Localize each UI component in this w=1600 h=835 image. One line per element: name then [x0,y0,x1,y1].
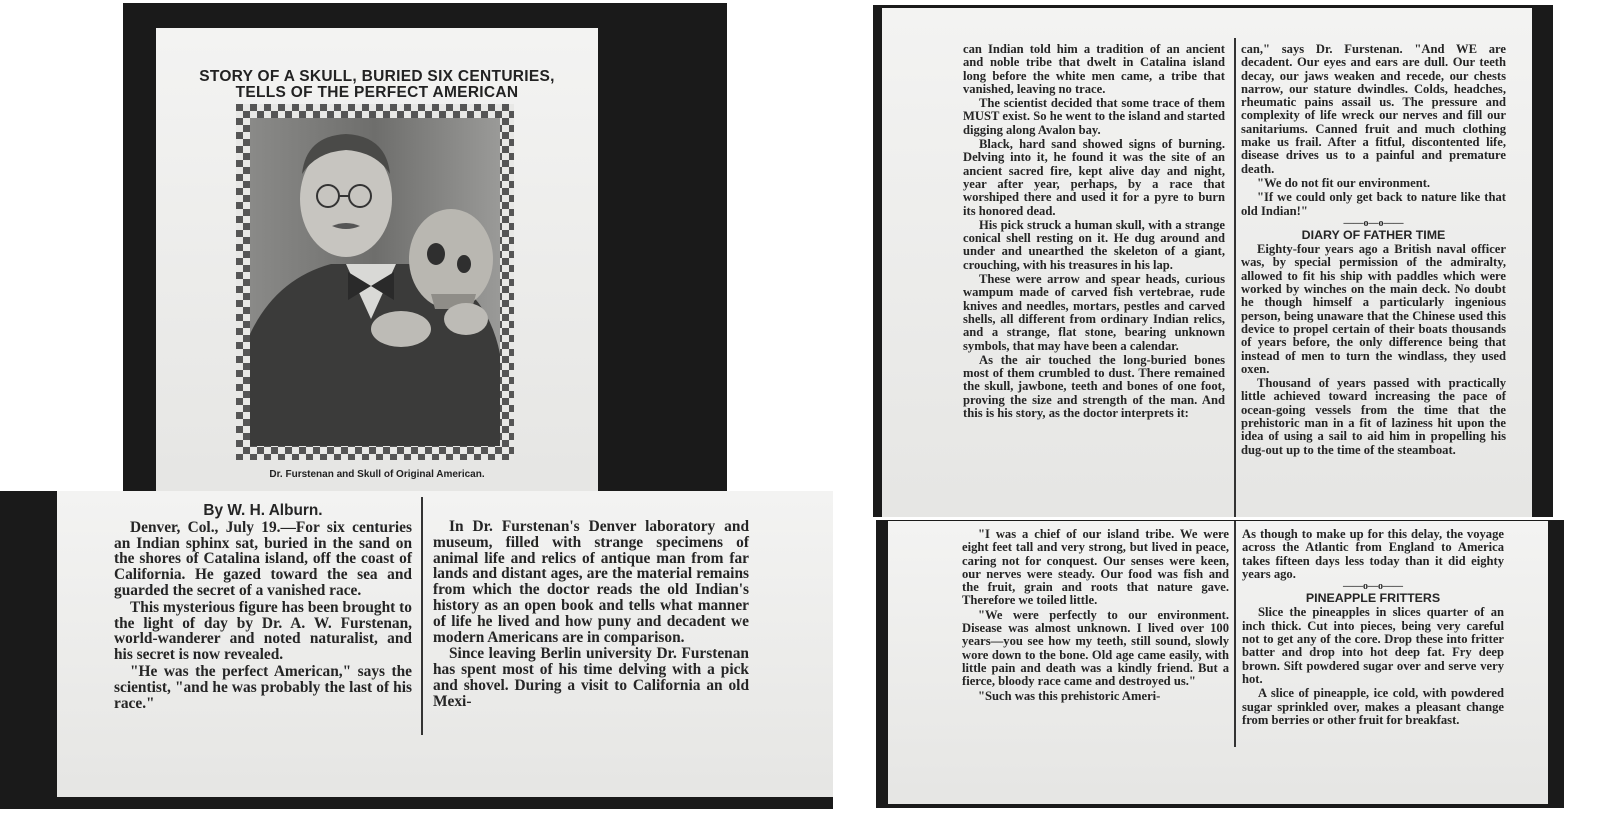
article-column-2 [433,519,749,711]
clipping-right-bottom [888,521,1548,804]
article-column-6 [1242,528,1504,728]
ornament-divider: ——o—o—— [1343,581,1403,593]
column-rule [1234,521,1236,747]
portrait-photo [236,104,514,460]
column4-paragraph: "I was a chief of our island tribe. We were eight feet tall and very strong, but lived in peace, caring not for conquest. Our senses were keen, our nerves were steady. Our food was fish and the fruit, grain and roots that nature gave. Therefore we toiled little. [962,527,1229,608]
column3-paragraph: can Indian told him a tradition of an ancient and noble tribe that dwelt in Catalina island long before the white men came, a tribe that vanished, leaving no trace. [963,42,1225,96]
article-column-3 [963,43,1225,421]
column4-paragraph: "We were perfectly to our environment. Disease was almost unknown. I lived over 100 years—you see how my teeth, still sound, slowly wore down to the bone. Old age came easily, with little pain and death was a kindly friend. But a fierce, bloody race came and destroyed us." [962,607,1229,689]
column3-paragraph: These were arrow and spear heads, curious wampum made of carved fish vertebrae, rude knives and needles, mortars, pestles and carved shells, all different from ordinary Indian relics, and a strange, flat stone, bearing unknown symbols, that may have been a calendar. [963,272,1225,353]
column-rule [1234,38,1236,517]
article-column-4 [962,528,1229,704]
fritters-title: PINEAPPLE FRITTERS [1305,591,1441,606]
column1-paragraph: Denver, Col., July 19.—For six centuries an Indian sphinx sat, buried in the sand on the shores of Catalina island, off the coast of California. He gazed toward the sea and guarded the secret of a vanished race. [114,518,412,599]
article-column-1 [114,503,412,712]
photo-caption: Dr. Furstenan and Skull of Original American. [269,469,485,480]
column3-paragraph: His pick struck a human skull, with a strange conical shell resting on it. He dug around and under and unearthed the skeleton of a giant, crouching, with his treasures in his lap. [963,217,1225,272]
column1-paragraph: "He was the perfect American," says the scientist, "and he was probably the last of his race." [114,662,412,712]
column1-paragraph: This mysterious figure has been brought to the light of day by Dr. A. W. Furstenan, world-wanderer and noted naturalist, and his secret is now revealed. [114,598,412,664]
column3-paragraph: As the air touched the long-buried bones most of them crumbled to dust. There remained the skull, jawbone, teeth and bones of one foot, proving the size and strength of the man. And this is his story, as the doctor interprets it: [963,352,1225,421]
clipping-photo-section [156,28,598,491]
column5-paragraph: "We do not fit our environment. [1257,175,1431,190]
column5-paragraph: "If we could only get back to nature like that old Indian!" [1241,190,1506,218]
clipping-right-top [882,8,1532,517]
column5-paragraph: can," says Dr. Furstenan. "And WE are decadent. Our eyes and ears are dull. Our teeth decay, our jaws weaken and recede, our chests narrow, our stature dwindles. Colds, headches, rheumatic pains assail us. The pressure and complexity of life wreck our nerves and fill our sanitariums. Canned fruit and much clothing make us frail. After a fitful, discontented life, disease drives us to a painful and premature death. [1241,42,1506,176]
column2-paragraph: Since leaving Berlin university Dr. Furstenan has spent most of his time delving with a pick and shovel. During a visit to California an old Mexi- [433,645,749,710]
column4-paragraph: "Such was this prehistoric Ameri- [978,688,1161,703]
fritters-paragraph: A slice of pineapple, ice cold, with powdered sugar sprinkled over, makes a pleasant change from berries or other fruit for breakfast. [1242,686,1504,727]
ornament-divider: ——o—o—— [1343,217,1404,229]
column6-paragraph: As though to make up for this delay, the voyage across the Atlantic from England to America takes fifteen days less today than it did eighty years ago. [1242,527,1504,581]
column-rule [421,497,423,735]
column2-paragraph: In Dr. Furstenan's Denver laboratory and museum, filled with strange specimens of animal life and relics of antique man from far lands and distant ages, are the material remains from which the doctor reads the old Indian's history as an open book and tells what manner of life he lived and how puny and decadent we modern Americans are in comparison. [433,518,749,646]
headline-line-2: TELLS OF THE PERFECT AMERICAN [235,84,519,101]
fritters-paragraph: Slice the pineapples in slices quarter of an inch thick. Cut into pieces, being very careful not to get any of the core. Drop these into fritter batter and drop into hot deep fat. Fry deep brown. Sift powdered sugar over and serve very hot. [1242,605,1504,686]
headline-line-1: STORY OF A SKULL, BURIED SIX CENTURIES, [199,68,555,85]
diary-title: DIARY OF FATHER TIME [1301,227,1446,242]
diary-paragraph: Eighty-four years ago a British naval officer was, by special permission of the admiralty, allowed to fit his ship with paddles which were worked by winches on the main deck. No doubt he though himself a particularly ingenious person, being unaware that the Chinese used this device to propel certain of their boats thousands of years before, the only difference being that instead of men to turn the windlass, they used oxen. [1241,242,1506,376]
column3-paragraph: Black, hard sand showed signs of burning. Delving into it, he found it was the site of an ancient sacred fire, kept alive day and night, year after year, perhaps, by a race that worshiped there and used it for a pyre to burn its honored dead. [963,137,1225,218]
column3-paragraph: The scientist decided that some trace of them MUST exist. So he went to the island and started digging along Avalon bay. [963,96,1225,137]
clipping-lower-left [57,491,833,797]
diary-paragraph: Thousand of years passed with practically little achieved toward increasing the pace of ocean-going vessels from the time that the prehistoric man in a fit of laziness hit upon the idea of using a sail to aid him in propelling his dug-out up to the time of the steamboat. [1241,376,1506,457]
byline: By W. H. Alburn. [203,502,323,519]
article-column-5 [1241,43,1506,458]
